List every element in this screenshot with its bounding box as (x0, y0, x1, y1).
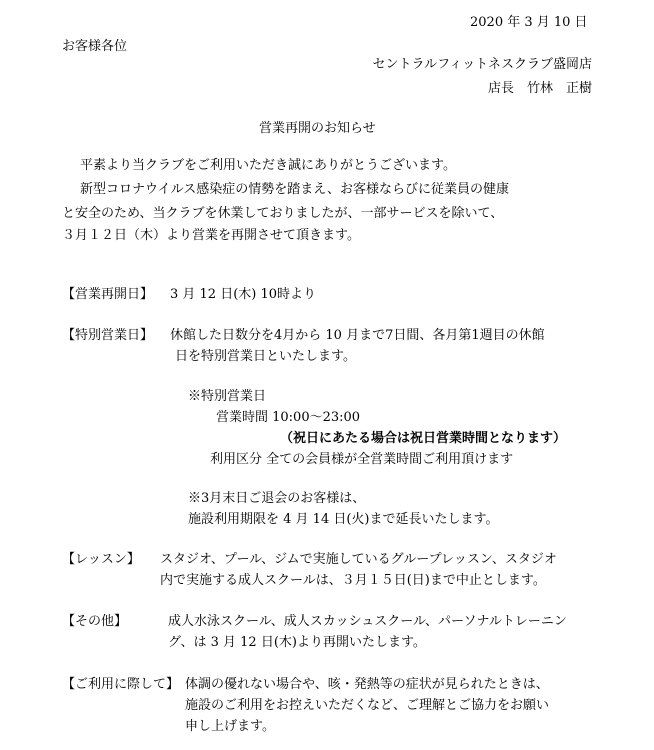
usage-notice-line-3: 申し上げます。 (185, 719, 275, 734)
special-usage: 利用区分 全ての会員様が全営業時間ご利用頂けます (210, 452, 514, 467)
reopen-text: 3 月 12 日(木) 10時より (170, 287, 317, 302)
reopen-label: 【営業再開日】 (62, 287, 154, 302)
usage-notice-label: 【ご利用に際して】 (62, 677, 180, 692)
other-line-2: グ、は 3 月 12 日(木)より再開いたします。 (168, 635, 426, 650)
cancel-notice-2: 施設利用期限を 4 月 14 日(火)まで延長いたします。 (188, 512, 499, 527)
page-title: 営業再開のお知らせ (259, 121, 376, 136)
lesson-line-2: 内で実施する成人スクールは、３月１５日(日)まで中止とします。 (160, 573, 546, 588)
special-hours-note: （祝日にあたる場合は祝日営業時間となります） (280, 431, 567, 446)
intro-line-3: と安全のため、当クラブを休業しておりましたが、一部サービスを除いて、 (62, 206, 504, 221)
lesson-label: 【レッスン】 (62, 552, 140, 567)
intro-line-1: 平素より当クラブをご利用いただき誠にありがとうございます。 (80, 158, 456, 173)
special-line-2: 日を特別営業日といたします。 (175, 349, 356, 364)
recipient: お客様各位 (62, 39, 128, 54)
manager-name: 店長 竹林 正樹 (487, 81, 592, 96)
intro-line-2: 新型コロナウイルス感染症の情勢を踏まえ、お客様ならびに従業員の健康 (80, 182, 510, 197)
special-label: 【特別営業日】 (62, 328, 154, 343)
special-hours: 営業時間 10:00～23:00 (216, 410, 361, 425)
organization: セントラルフィットネスクラブ盛岡店 (372, 57, 592, 72)
other-label: 【その他】 (62, 614, 128, 629)
other-line-1: 成人水泳スクール、成人スカッシュスクール、パーソナルトレーニン (168, 614, 567, 629)
date: 2020 年 3 月 10 日 (470, 15, 588, 30)
intro-line-4: ３月１２日（木）より営業を再開させて頂きます。 (62, 228, 360, 243)
cancel-notice-1: ※3月末日ご退会のお客様は、 (188, 491, 366, 506)
lesson-line-1: スタジオ、プール、ジムで実施しているグループレッスン、スタジオ (160, 552, 557, 567)
usage-notice-line-2: 施設のご利用をお控えいただくなど、ご理解とご協力をお願い (185, 698, 550, 713)
special-line-1: 休館した日数分を4月から 10 月まで7日間、各月第1週目の休館 (170, 328, 545, 343)
special-note-title: ※特別営業日 (188, 389, 267, 404)
usage-notice-line-1: 体調の優れない場合や、咳・発熱等の症状が見られたときは、 (185, 677, 549, 692)
